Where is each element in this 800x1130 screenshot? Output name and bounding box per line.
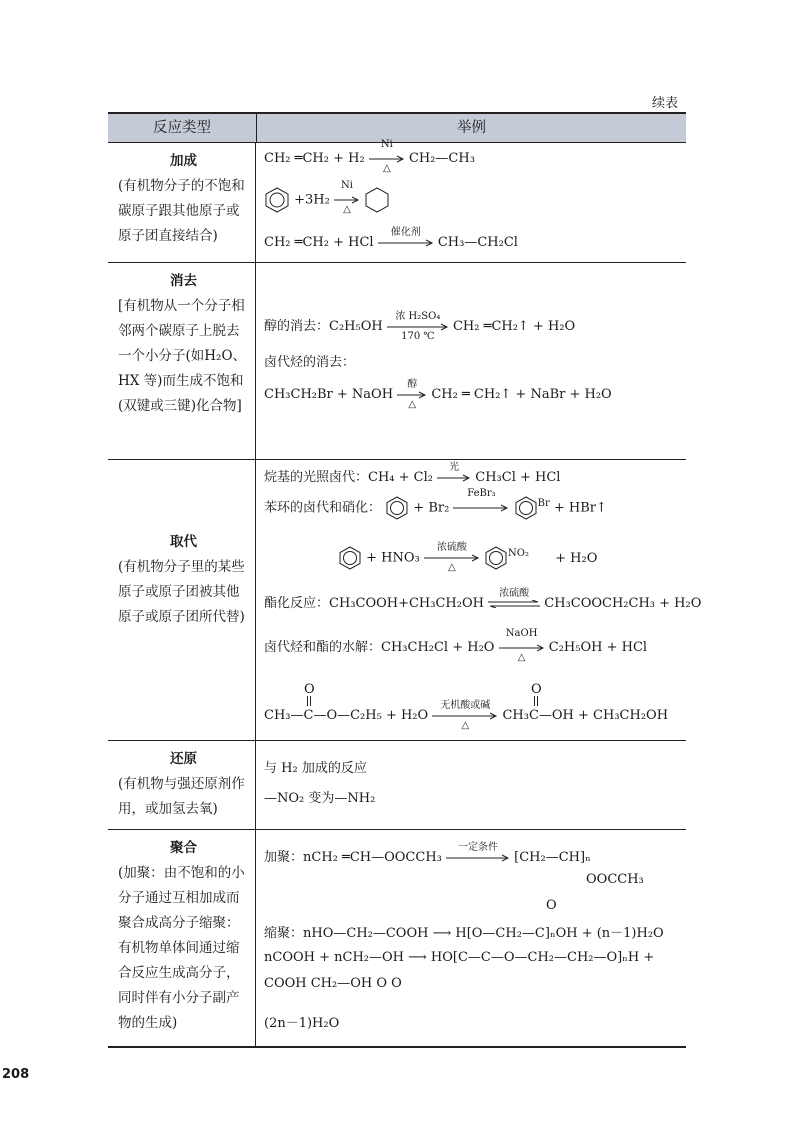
double-bond-mark [306,696,312,706]
reduction-title: 还原 [170,751,197,767]
elimination-line2: 卤代烃的消去： [264,355,356,370]
carbonyl-o: O [546,898,557,913]
header-reaction-type: 反应类型 [108,114,257,142]
reduction-desc: (有机物与强还原剂作用，或加氢去氧) [118,776,245,817]
substitution-eq5: 卤代烃和酯的水解：CH₃CH₂Cl + H₂O NaOH △ C₂H₅OH + HCl [264,627,648,663]
addition-eq1: CH₂ ═CH₂ + H₂ Ni △ CH₂—CH₃ [264,138,475,174]
ester-carbonyl-o: O [304,682,315,697]
arrow: Ni △ [334,196,360,204]
substitution-eq2: 苯环的卤代和硝化： + Br₂ FeBr₃ $^{Br}$ + HBr↑ [264,496,607,520]
cyclohexane-ring-icon [364,187,390,213]
row-elimination [108,263,686,460]
arrow: 无机酸或碱 △ [432,712,498,720]
polymerization-eq1: 加聚：nCH₂ ═CH—OOCCH₃ 一定条件 [CH₂—CH]ₙ [264,841,591,865]
arrow: FeBr₃ [453,504,509,512]
benzene-ring-icon [385,496,409,520]
double-bond-mark [533,696,539,706]
polymerization-eq4: (2n－1)H₂O [264,1016,340,1031]
row-substitution [108,460,702,741]
substitution-eq3: + HNO₃ 浓硫酸 △ $^{NO_2}$ + H₂O [338,546,597,570]
reaction-table [108,112,702,1048]
benzene-ring-icon [338,546,362,570]
arrow: 光 [437,474,471,482]
polymerization-desc: (加聚：由不饱和的小分子通过互相加成而聚合成高分子缩聚：有机物单体间通过缩合反应生成高分子，同时伴有小分子副产物的生成) [118,865,245,1031]
arrow: 一定条件 [446,854,510,862]
continued-label: 续表 [651,96,678,111]
arrow: 浓 H₂SO₄ 170 ℃ [387,323,449,331]
reduction-line2: —NO₂ 变为—NH₂ [264,791,376,806]
polymerization-eq3-sub: COOH CH₂—OH O O [264,976,402,991]
addition-title: 加成 [170,153,197,169]
arrow: 催化剂 [378,239,434,247]
polymerization-title: 聚合 [170,840,197,856]
arrow: NaOH △ [499,644,545,652]
header-examples: 举例 [457,120,486,136]
arrow: Ni △ [369,155,405,163]
arrow: 浓硫酸 △ [424,554,480,562]
acid-carbonyl-o: O [531,682,542,697]
polymerization-eq3: nCOOH + nCH₂—OH ⟶ HO[C—C—O—CH₂—CH₂—O]ₙH + [264,950,655,965]
substitution-eq6: CH₃—C—O—C₂H₅ + H₂O 无机酸或碱 △ CH₃C—OH + CH₃CH₂OH [264,699,669,731]
addition-eq2: +3H₂ Ni △ [264,187,390,213]
substitution-eq1: 烷基的光照卤代：CH₄ + Cl₂ 光 CH₃Cl + HCl [264,461,561,485]
benzene-ring-icon [264,187,290,213]
elimination-desc: [有机物从一个分子相邻两个碳原子上脱去一个小分子(如H₂O、HX 等)而生成不饱和(双键或三键)化合物] [118,298,247,414]
substitution-title: 取代 [170,534,197,550]
benzene-ring-icon [514,496,538,520]
polymerization-eq2: 缩聚：nHO—CH₂—COOH ⟶ H[O—CH₂—C]ₙOH + (n－1)H₂O [264,926,664,941]
addition-eq3: CH₂ ═CH₂ + HCl 催化剂 CH₃—CH₂Cl [264,226,518,250]
substitution-eq4: 酯化反应：CH₃COOH+CH₃CH₂OH 浓硫酸 CH₃COOCH₂CH₃ + H₂O [264,587,702,611]
addition-desc: (有机物分子的不饱和碳原子跟其他原子或原子团直接结合) [118,178,245,244]
benzene-ring-icon [484,546,508,570]
substitution-desc: (有机物分子里的某些原子或原子团被其他原子或原子团所代替) [118,559,245,625]
polymerization-eq1-sub: OOCCH₃ [586,872,644,887]
page-number: 208 [2,1067,30,1082]
row-addition [108,138,686,263]
row-reduction [108,741,686,830]
arrow: 醇 △ [397,391,427,399]
elimination-eq2: CH₃CH₂Br + NaOH 醇 △ CH₂ ═ CH₂↑ + NaBr + H₂O [264,378,612,410]
reversible-arrow: 浓硫酸 [488,600,540,608]
reduction-line1: 与 H₂ 加成的反应 [264,761,367,776]
elimination-title: 消去 [170,273,197,289]
row-polymerization [108,830,686,1046]
elimination-eq1: 醇的消去：C₂H₅OH 浓 H₂SO₄ 170 ℃ CH₂ ═CH₂↑ + H₂O [264,310,576,342]
